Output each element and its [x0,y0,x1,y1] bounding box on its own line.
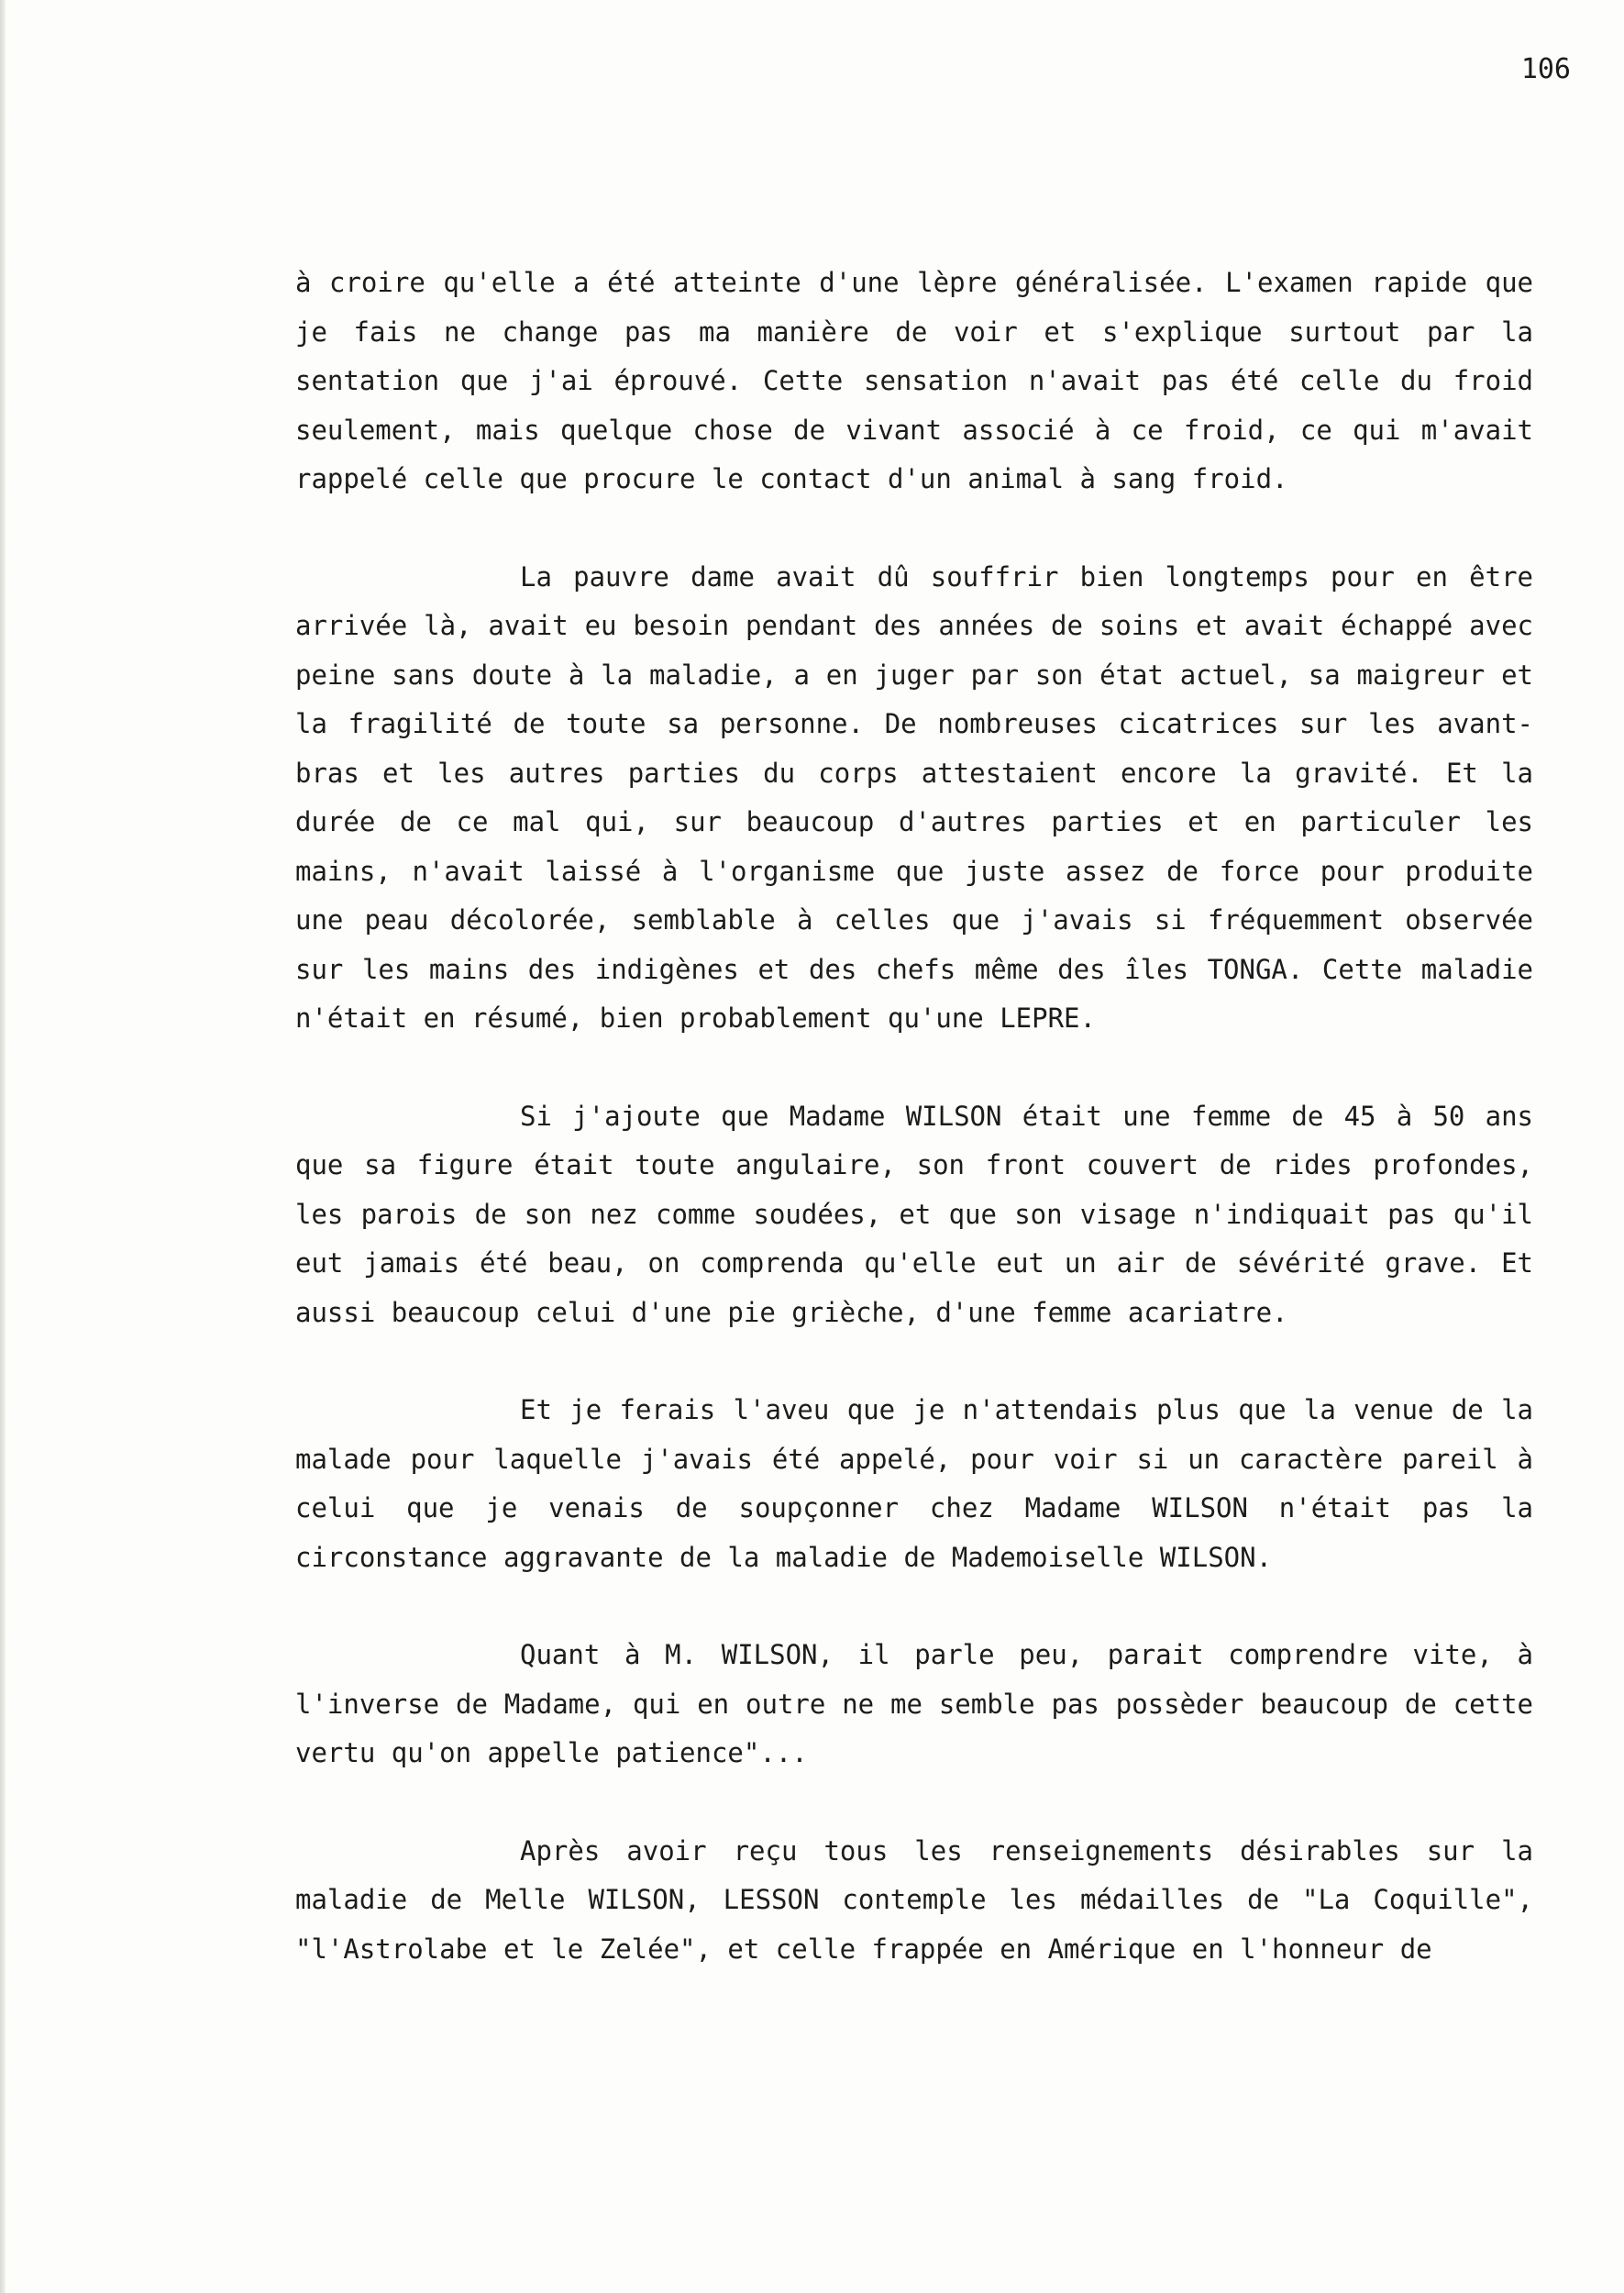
body-text [295,259,1533,1974]
page-number: 106 [1520,53,1571,85]
paragraph-4: Et je ferais l'aveu que je n'attendais plus que la venue de la malade pour laquelle j'avais été appelé, pour voir si un caractère pareil à celui que je venais de soupçonner chez Madame WILSON n'était pas la circonstance aggravante de la maladie de Mademoiselle WILSON. [295,1394,1533,1573]
binding-edge [0,0,6,2293]
paragraph-2: La pauvre dame avait dû souffrir bien longtemps pour en être arrivée là, avait eu besoin pendant des années de soins et avait échappé avec peine sans doute à la maladie, a en juger par son état actuel, sa maigreur et la fragilité de toute sa personne. De nombreuses cicatrices sur les avant-bras et les autres parties du corps attestaient encore la gravité. Et la durée de ce mal qui, sur beaucoup d'autres parties et en particuler les mains, n'avait laissé à l'organisme que juste assez de force pour produite une peau décolorée, semblable à celles que j'avais si fréquemment observée sur les mains des indigènes et des chefs même des îles TONGA. Cette maladie n'était en résumé, bien probablement qu'une LEPRE. [295,560,1533,1034]
paragraph-1: à croire qu'elle a été atteinte d'une lèpre généralisée. L'examen rapide que je fais ne change pas ma manière de voir et s'explique surtout par la sentation que j'ai éprouvé. Cette sensation n'avait pas été celle du froid seulement, mais quelque chose de vivant associé à ce froid, ce qui m'avait rappelé celle que procure le contact d'un animal à sang froid. [295,267,1533,494]
paragraph-3: Si j'ajoute que Madame WILSON était une femme de 45 à 50 ans que sa figure était toute angulaire, son front couvert de rides profondes, les parois de son nez comme soudées, et que son visage n'indiquait pas qu'il eut jamais été beau, on comprenda qu'elle eut un air de sévérité grave. Et aussi beaucoup celui d'une pie grièche, d'une femme acariatre. [295,1100,1533,1328]
paragraph-6: Après avoir reçu tous les renseignements désirables sur la maladie de Melle WILSON, LESSON contemple les médailles de "La Coquille", "l'Astrolabe et le Zelée", et celle frappée en Amérique en l'honneur de [295,1834,1533,1965]
paragraph-5: Quant à M. WILSON, il parle peu, parait comprendre vite, à l'inverse de Madame, qui en outre ne me semble pas possèder beaucoup de cette vertu qu'on appelle patience"... [295,1639,1533,1768]
